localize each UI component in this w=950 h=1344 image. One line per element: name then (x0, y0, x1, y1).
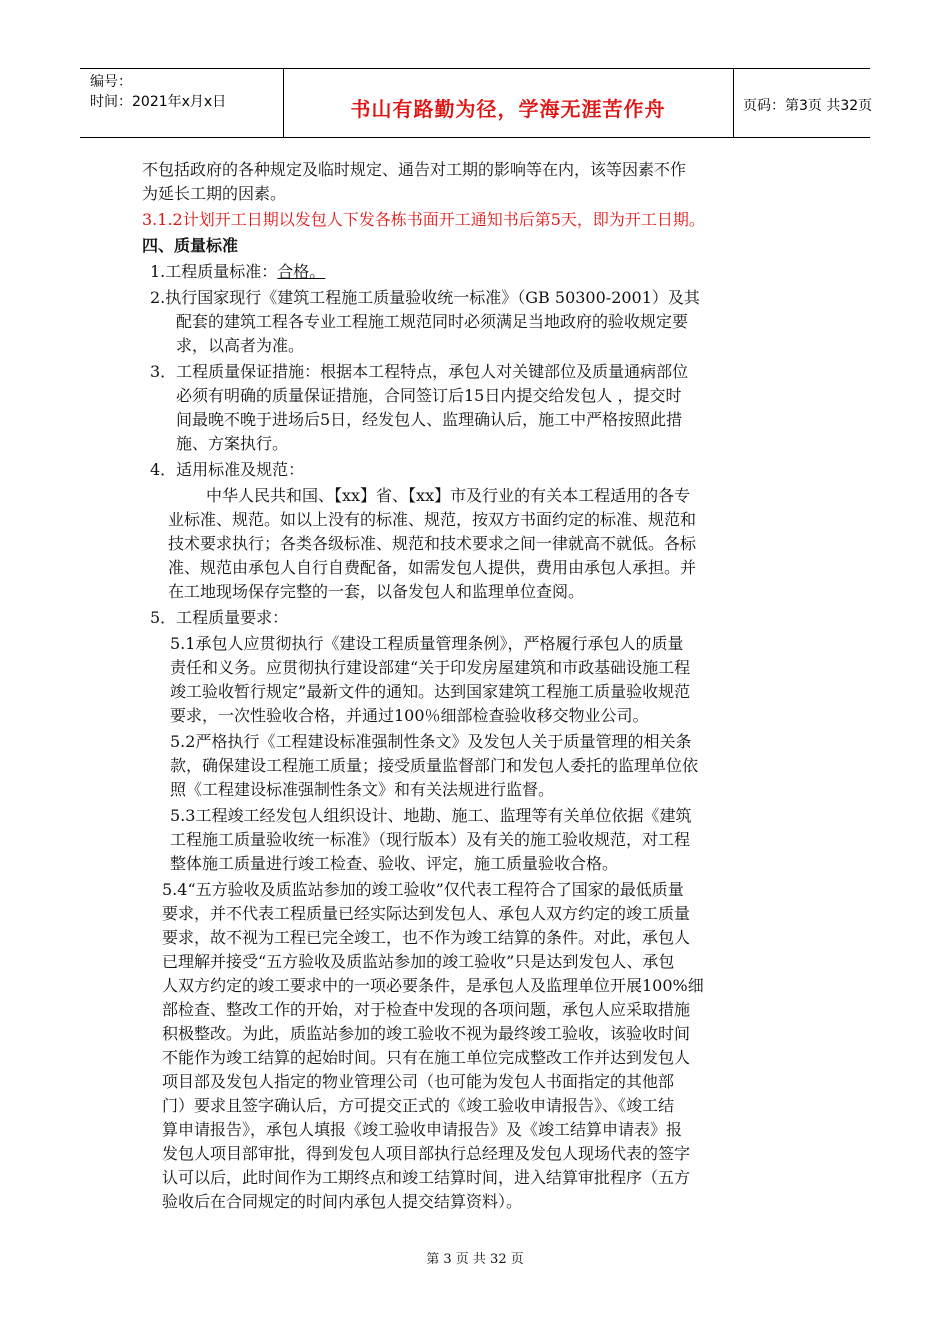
section-heading-quality: 四、质量标准 (142, 236, 239, 255)
text-line: 要求，并不代表工程质量已经实际达到发包人、承包人双方约定的竣工质量 (162, 904, 691, 923)
text-line: 认可以后，此时间作为工期终点和竣工结算时间，进入结算审批程序（五方 (162, 1168, 691, 1187)
text-line: 3．工程质量保证措施：根据本工程特点，承包人对关键部位及质量通病部位 (150, 362, 689, 381)
doc-number-label: 编号： (90, 74, 132, 90)
text-line: 部检查、整改工作的开始，对于检查中发现的各项问题，承包人应采取措施 (162, 1000, 691, 1019)
text-line: 施、方案执行。 (176, 434, 289, 453)
text-line: 间最晚不晚于进场后5日，经发包人、监理确认后，施工中严格按照此措 (176, 410, 683, 429)
header-meta (80, 69, 284, 137)
text-line: 5．工程质量要求： (150, 608, 289, 627)
text-line: 业标准、规范。如以上没有的标准、规范，按双方书面约定的标准、规范和 (168, 510, 697, 529)
text-line: 在工地现场保存完整的一套，以备发包人和监理单位查阅。 (168, 582, 585, 601)
quality-standard-value: 合格。 (277, 262, 326, 281)
quality-standard-label: 1.工程质量标准： (150, 262, 278, 281)
text-line: 工程施工质量验收统一标准》（现行版本）及有关的施工验收规范，对工程 (170, 830, 691, 849)
text-line: 人双方约定的竣工要求中的一项必要条件，是承包人及监理单位开展100%细 (162, 976, 704, 995)
text-line: 发包人项目部审批，得到发包人项目部执行总经理及发包人现场代表的签字 (162, 1144, 691, 1163)
text-line: 不包括政府的各种规定及临时规定、通告对工期的影响等在内，该等因素不作 (142, 160, 687, 179)
text-line: 责任和义务。应贯彻执行建设部建“关于印发房屋建筑和市政基础设施工程 (170, 658, 691, 677)
text-line: 竣工验收暂行规定”最新文件的通知。达到国家建筑工程施工质量验收规范 (170, 682, 691, 701)
text-line: 项目部及发包人指定的物业管理公司（也可能为发包人书面指定的其他部 (162, 1072, 675, 1091)
text-line: 不能作为竣工结算的起始时间。只有在施工单位完成整改工作并达到发包人 (162, 1048, 691, 1067)
page-footer: 第 3 页 共 32 页 (426, 1252, 524, 1267)
text-line: 算申请报告》，承包人填报《竣工验收申请报告》及《竣工结算申请表》报 (162, 1120, 683, 1139)
text-line: 技术要求执行；各类各级标准、规范和技术要求之间一律就高不就低。各标 (168, 534, 697, 553)
text-line: 为延长工期的因素。 (142, 184, 287, 203)
text-line: 要求，一次性验收合格，并通过100％细部检查验收移交物业公司。 (170, 706, 649, 725)
doc-date-label: 时间：2021年x月x日 (90, 94, 227, 110)
text-line: 门）要求且签字确认后，方可提交正式的《竣工验收申请报告》、《竣工结 (162, 1096, 675, 1115)
start-date-clause: 3.1.2计划开工日期以发包人下发各栋书面开工通知书后第5天，即为开工日期。 (142, 210, 705, 229)
header-motto: 书山有路勤为径，学海无涯苦作舟 (350, 97, 666, 121)
header-page-number: 页码：第3页 共32页 (743, 98, 873, 114)
text-line: 验收后在合同规定的时间内承包人提交结算资料）。 (162, 1192, 523, 1211)
page-header (80, 68, 873, 138)
text-line: 5.2严格执行《工程建设标准强制性条文》及发包人关于质量管理的相关条 (170, 732, 692, 751)
text-line: 照《工程建设标准强制性条文》和有关法规进行监督。 (170, 780, 555, 799)
text-line: 配套的建筑工程各专业工程施工规范同时必须满足当地政府的验收规定要 (176, 312, 689, 331)
text-line: 4．适用标准及规范： (150, 460, 305, 479)
text-line: 积极整改。为此，质监站参加的竣工验收不视为最终竣工验收，该验收时间 (162, 1024, 691, 1043)
text-line: 准、规范由承包人自行自费配备，如需发包人提供，费用由承包人承担。并 (168, 558, 697, 577)
text-line: 5.1承包人应贯彻执行《建设工程质量管理条例》，严格履行承包人的质量 (170, 634, 684, 653)
text-line: 2.执行国家现行《建筑工程施工质量验收统一标准》（GB 50300-2001）及其 (150, 288, 700, 307)
text-line (150, 262, 325, 282)
text-line: 5.4“五方验收及质监站参加的竣工验收”仅代表工程符合了国家的最低质量 (162, 880, 684, 899)
text-line: 已理解并接受“五方验收及质监站参加的竣工验收”只是达到发包人、承包 (162, 952, 675, 971)
text-line: 要求，故不视为工程已完全竣工，也不作为竣工结算的条件。对此，承包人 (162, 928, 691, 947)
header-page-cell (733, 69, 873, 137)
text-line: 求，以高者为准。 (176, 336, 305, 355)
text-line: 5.3工程竣工经发包人组织设计、地勘、施工、监理等有关单位依据《建筑 (170, 806, 692, 825)
text-line: 款，确保建设工程施工质量；接受质量监督部门和发包人委托的监理单位依 (170, 756, 699, 775)
text-line: 必须有明确的质量保证措施，合同签订后15日内提交给发包人 ，提交时 (176, 386, 682, 405)
header-motto-cell (283, 69, 734, 137)
text-line: 整体施工质量进行竣工检查、验收、评定，施工质量验收合格。 (170, 854, 619, 873)
text-line: 中华人民共和国、【xx】省、【xx】市及行业的有关本工程适用的各专 (206, 486, 691, 505)
